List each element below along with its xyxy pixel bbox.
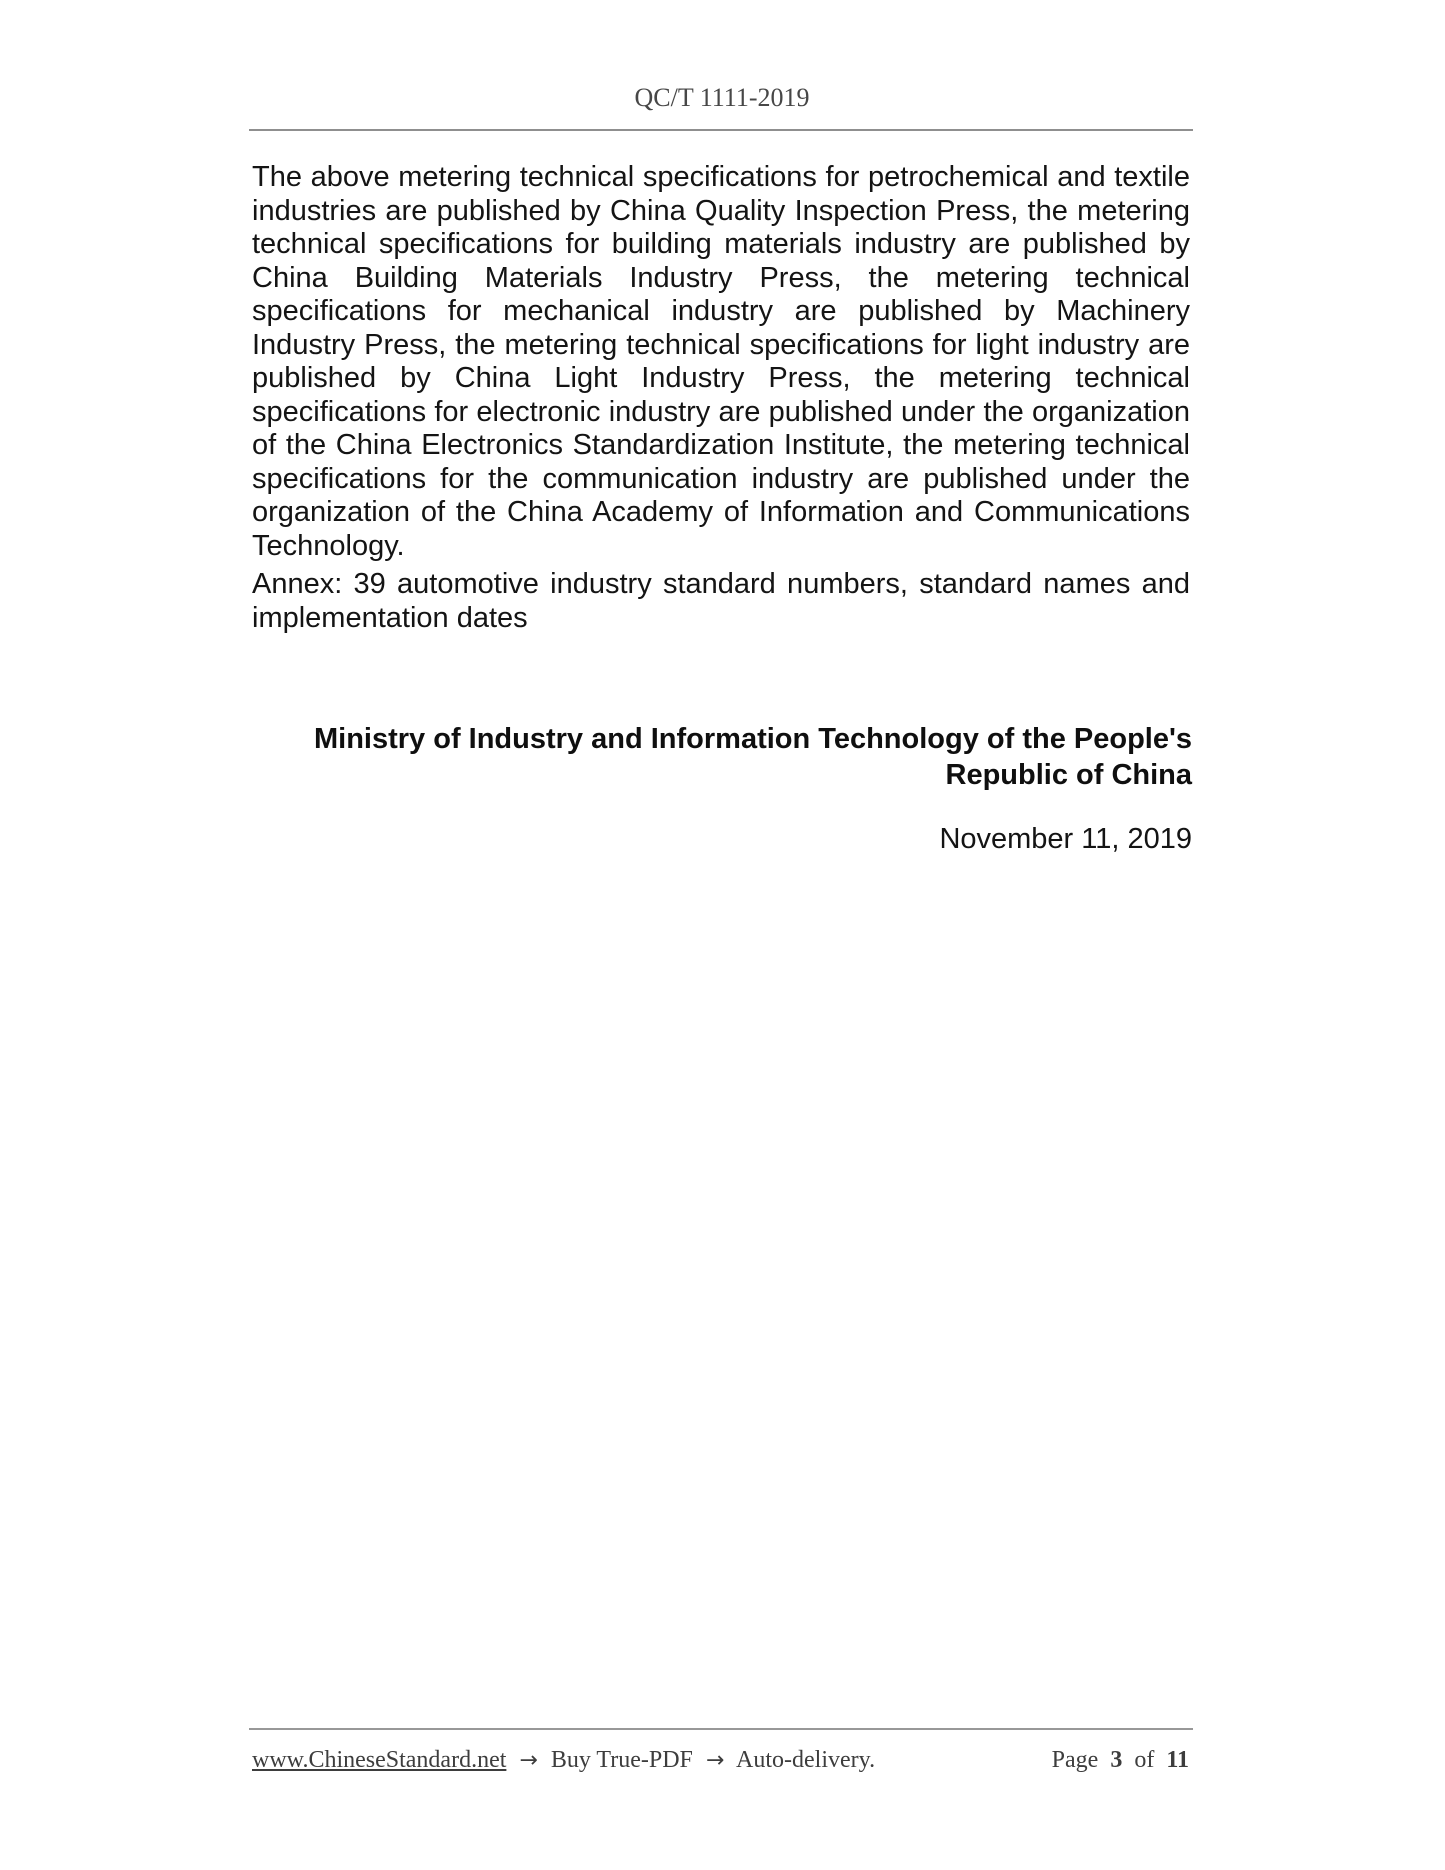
issuer-line-2: Republic of China: [945, 759, 1192, 791]
page-word: Page: [1051, 1747, 1099, 1773]
page-indicator: [1049, 1744, 1192, 1776]
footer-source-line: [252, 1744, 875, 1777]
website-link[interactable]: www.ChineseStandard.net: [252, 1747, 507, 1773]
right-arrow-icon: →: [705, 1748, 725, 1773]
footer-action-delivery: Auto-delivery.: [736, 1747, 876, 1773]
annex-note: Annex: 39 automotive industry standard numbers, standard names and implementation dates: [252, 568, 1190, 634]
footer-divider: [249, 1728, 1193, 1730]
of-word: of: [1134, 1747, 1155, 1773]
right-arrow-icon: →: [519, 1748, 538, 1773]
issuing-ministry: [252, 721, 1192, 793]
page-footer: [252, 1744, 1192, 1777]
footer-action-buy: Buy True-PDF: [550, 1747, 693, 1773]
standard-number-header: QC/T 1111-2019: [634, 83, 810, 112]
current-page-number: 3: [1110, 1747, 1123, 1773]
total-page-count: 11: [1166, 1747, 1189, 1773]
publishers-paragraph: The above metering technical specifications for petrochemical and textile industries are published by China Quality Inspection Press, the metering technical specifications for building materials industry are published by China Building Materials Industry Press, the metering technical specifications for mechanical industry are published by Machinery Industry Press, the metering technical specifications for light industry are published by China Light Industry Press, the metering technical specifications for electronic industry are published under the organization of the China Electronics Standardization Institute, the metering technical specifications for the communication industry are published under the organization of the China Academy of Information and Communications Technology.: [252, 161, 1190, 562]
issue-date: November 11, 2019: [939, 823, 1192, 855]
issuer-line-1: Ministry of Industry and Information Technology of the People's: [313, 723, 1192, 755]
header-divider: [249, 129, 1193, 131]
